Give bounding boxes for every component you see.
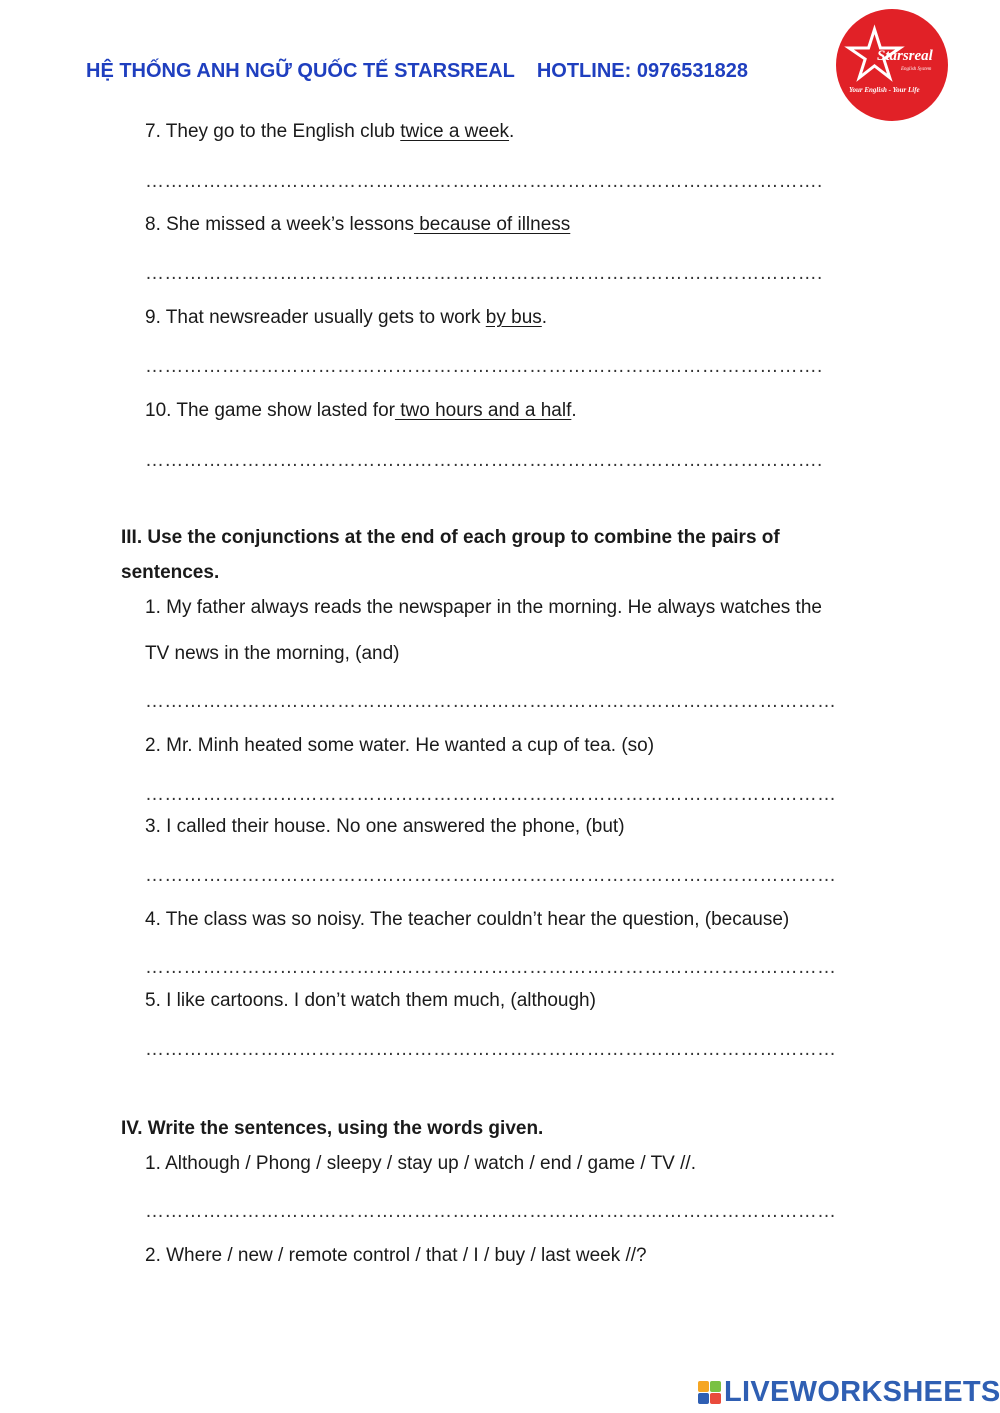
logo-slogan: Your English - Your Life [849, 86, 920, 94]
underlined-phrase: twice a week [400, 121, 510, 142]
liveworksheets-logo-icon [698, 1381, 721, 1404]
answer-line-s3-4[interactable]: ……………………………………………………………………………………………… [145, 957, 837, 978]
question-7: 7. They go to the English club twice a week. [145, 121, 515, 142]
page-header [86, 60, 748, 83]
logo-subtitle: English System [901, 67, 932, 72]
section-3-question-5: 5. I like cartoons. I don’t watch them much, (although) [145, 990, 596, 1011]
starsreal-logo [835, 8, 949, 122]
section-4-heading: IV. Write the sentences, using the words given. [121, 1118, 544, 1139]
section-3-question-1: 1. My father always reads the newspaper in the morning. He always watches the [145, 597, 822, 618]
underlined-phrase: because of illness [413, 214, 571, 235]
logo-name: Starsreal [877, 48, 933, 64]
answer-line-7[interactable]: ……………………………………………………………………………………………. [145, 171, 823, 192]
answer-line-8[interactable]: ……………………………………………………………………………………………. [145, 263, 823, 284]
section-3-question-2: 2. Mr. Minh heated some water. He wanted a cup of tea. (so) [145, 735, 655, 756]
section-3-question-1-cont: TV news in the morning, (and) [145, 643, 400, 664]
section-3-question-4: 4. The class was so noisy. The teacher couldn’t hear the question, (because) [145, 909, 790, 930]
question-10: 10. The game show lasted for two hours and a half. [145, 400, 577, 421]
section-3-question-3: 3. I called their house. No one answered the phone, (but) [145, 816, 625, 837]
liveworksheets-brand [698, 1376, 1000, 1409]
section-4-question-1: 1. Although / Phong / sleepy / stay up / watch / end / game / TV //. [145, 1153, 696, 1174]
answer-line-s4-1[interactable]: ……………………………………………………………………………………………… [145, 1201, 837, 1222]
answer-line-s3-3[interactable]: ……………………………………………………………………………………………… [145, 865, 837, 886]
answer-line-s3-5[interactable]: ……………………………………………………………………………………………… [145, 1039, 837, 1060]
question-8: 8. She missed a week’s lessons because of illness [145, 214, 571, 235]
underlined-phrase: two hours and a half [394, 400, 572, 421]
section-3-heading-cont: sentences. [121, 562, 220, 583]
answer-line-s3-1[interactable]: ……………………………………………………………………………………………… [145, 691, 837, 712]
underlined-phrase: by bus [485, 307, 542, 328]
school-title: HỆ THỐNG ANH NGỮ QUỐC TẾ STARSREAL [86, 60, 515, 82]
answer-line-s3-2[interactable]: ……………………………………………………………………………………………… [145, 784, 837, 805]
answer-line-9[interactable]: ……………………………………………………………………………………………. [145, 356, 823, 377]
question-9: 9. That newsreader usually gets to work by bus. [145, 307, 548, 328]
section-3-heading: III. Use the conjunctions at the end of each group to combine the pairs of [121, 527, 780, 548]
section-4-question-2: 2. Where / new / remote control / that / I / buy / last week //? [145, 1245, 647, 1266]
liveworksheets-text: LIVEWORKSHEETS [724, 1376, 1000, 1408]
hotline: HOTLINE: 0976531828 [536, 60, 749, 82]
answer-line-10[interactable]: ……………………………………………………………………………………………. [145, 450, 823, 471]
